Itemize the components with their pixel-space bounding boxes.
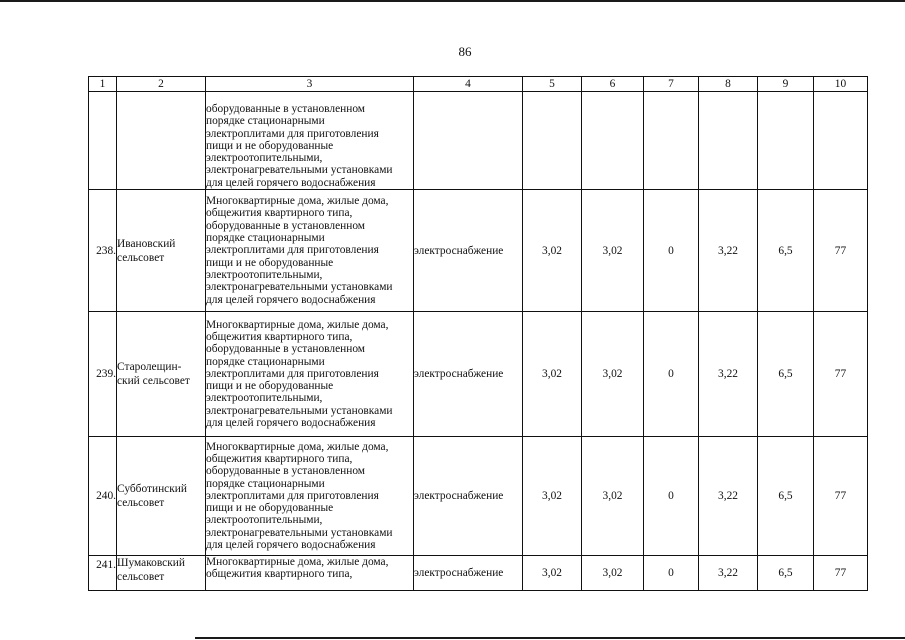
- value-col8: 3,22: [699, 312, 758, 437]
- value-col5: 3,02: [523, 312, 582, 437]
- category-line: электроотопительными,: [206, 152, 323, 165]
- consumer-category: [206, 190, 414, 312]
- header-cell: 1: [89, 77, 117, 92]
- settlement-line: сельсовет: [117, 571, 165, 583]
- category-line: порядке стационарными: [206, 477, 325, 490]
- settlement-name: [117, 312, 206, 437]
- table-row: [89, 190, 868, 312]
- value-col8: 3,22: [699, 190, 758, 312]
- category-line: пищи и не оборудованные: [206, 380, 334, 393]
- value-col7: 0: [644, 437, 699, 556]
- category-line: пищи и не оборудованные: [206, 139, 334, 152]
- utility-type: электроснабжение: [414, 556, 523, 591]
- settlement-line: Шумаковский: [117, 557, 185, 569]
- table-row: [89, 92, 868, 190]
- category-line: электроотопительными,: [206, 268, 323, 281]
- category-line: оборудованные в установленном: [206, 465, 366, 478]
- settlement-line: Старолещин-: [117, 361, 182, 373]
- category-line: Многоквартирные дома, жилые дома,: [206, 556, 389, 568]
- consumer-category: [206, 312, 414, 437]
- category-line: электронагревательными установками: [206, 404, 393, 417]
- utility-type: электроснабжение: [414, 312, 523, 437]
- category-line: Многоквартирные дома, жилые дома,: [206, 195, 389, 208]
- value-col5: 3,02: [523, 437, 582, 556]
- page-number: 86: [458, 44, 472, 59]
- value-col9: 6,5: [758, 190, 814, 312]
- category-line: электроотопительными,: [206, 514, 323, 527]
- category-line: общежития квартирного типа,: [206, 330, 353, 343]
- row-number: 239.: [89, 312, 117, 437]
- header-cell: 2: [117, 77, 206, 92]
- category-line: электроплитами для приготовления: [206, 127, 379, 140]
- value-col10: 77: [814, 190, 868, 312]
- category-line: электроплитами для приготовления: [206, 367, 379, 380]
- header-cell: 7: [644, 77, 699, 92]
- category-line: для целей горячего водоснабжения: [206, 293, 376, 306]
- category-line: пищи и не оборудованные: [206, 256, 334, 269]
- settlement-line: сельсовет: [117, 497, 165, 509]
- header-cell: 5: [523, 77, 582, 92]
- tariff-table: [88, 76, 868, 591]
- settlement-name: [117, 92, 206, 190]
- row-number: [89, 92, 117, 190]
- category-line: для целей горячего водоснабжения: [206, 176, 376, 189]
- category-line: оборудованные в установленном: [206, 343, 366, 356]
- scan-edge-top: [0, 0, 905, 2]
- value-col5: 3,02: [523, 556, 582, 591]
- category-line: для целей горячего водоснабжения: [206, 417, 376, 430]
- header-cell: 3: [206, 77, 414, 92]
- category-line: электронагревательными установками: [206, 281, 393, 294]
- value-col7: 0: [644, 556, 699, 591]
- table-row: [89, 556, 868, 591]
- value-col7: [644, 92, 699, 190]
- settlement-line: ский сельсовет: [117, 375, 190, 387]
- header-cell: 4: [414, 77, 523, 92]
- value-col5: [523, 92, 582, 190]
- value-col6: 3,02: [582, 437, 644, 556]
- value-col9: 6,5: [758, 437, 814, 556]
- consumer-category: [206, 556, 414, 591]
- category-line: электроплитами для приготовления: [206, 244, 379, 257]
- category-line: электроплитами для приготовления: [206, 489, 379, 502]
- value-col6: 3,02: [582, 556, 644, 591]
- header-cell: 9: [758, 77, 814, 92]
- category-line: общежития квартирного типа,: [206, 568, 353, 581]
- value-col10: 77: [814, 437, 868, 556]
- value-col10: [814, 92, 868, 190]
- category-line: для целей горячего водоснабжения: [206, 539, 376, 552]
- category-line: порядке стационарными: [206, 355, 325, 368]
- value-col9: 6,5: [758, 312, 814, 437]
- utility-type: электроснабжение: [414, 190, 523, 312]
- header-cell: 8: [699, 77, 758, 92]
- category-line: порядке стационарными: [206, 115, 325, 128]
- category-line: порядке стационарными: [206, 232, 325, 245]
- row-number: 241.: [89, 556, 117, 591]
- category-line: оборудованные в установленном: [206, 102, 366, 115]
- category-line: Многоквартирные дома, жилые дома,: [206, 440, 389, 453]
- table-row: [89, 437, 868, 556]
- category-line: электронагревательными установками: [206, 164, 393, 177]
- utility-type: электроснабжение: [414, 437, 523, 556]
- value-col9: 6,5: [758, 556, 814, 591]
- category-line: электроотопительными,: [206, 392, 323, 405]
- header-cell: 10: [814, 77, 868, 92]
- category-line: общежития квартирного типа,: [206, 207, 353, 220]
- table-row: [89, 312, 868, 437]
- category-line: оборудованные в установленном: [206, 219, 366, 232]
- value-col8: 3,22: [699, 437, 758, 556]
- value-col8: 3,22: [699, 556, 758, 591]
- settlement-line: сельсовет: [117, 251, 165, 264]
- scan-edge-bottom: [195, 637, 905, 639]
- value-col9: [758, 92, 814, 190]
- value-col6: [582, 92, 644, 190]
- table-header-row: [89, 77, 868, 92]
- settlement-line: Субботинский: [117, 483, 187, 495]
- category-line: общежития квартирного типа,: [206, 452, 353, 465]
- settlement-name: [117, 190, 206, 312]
- value-col8: [699, 92, 758, 190]
- value-col10: 77: [814, 312, 868, 437]
- row-number: 240.: [89, 437, 117, 556]
- settlement-name: [117, 556, 206, 591]
- category-line: Многоквартирные дома, жилые дома,: [206, 318, 389, 331]
- consumer-category: [206, 437, 414, 556]
- value-col7: 0: [644, 312, 699, 437]
- value-col6: 3,02: [582, 190, 644, 312]
- settlement-line: Ивановский: [117, 237, 176, 250]
- category-line: пищи и не оборудованные: [206, 502, 334, 515]
- row-number: 238.: [89, 190, 117, 312]
- category-line: электронагревательными установками: [206, 526, 393, 539]
- value-col10: 77: [814, 556, 868, 591]
- consumer-category: [206, 92, 414, 190]
- header-cell: 6: [582, 77, 644, 92]
- value-col5: 3,02: [523, 190, 582, 312]
- utility-type: [414, 92, 523, 190]
- value-col7: 0: [644, 190, 699, 312]
- value-col6: 3,02: [582, 312, 644, 437]
- settlement-name: [117, 437, 206, 556]
